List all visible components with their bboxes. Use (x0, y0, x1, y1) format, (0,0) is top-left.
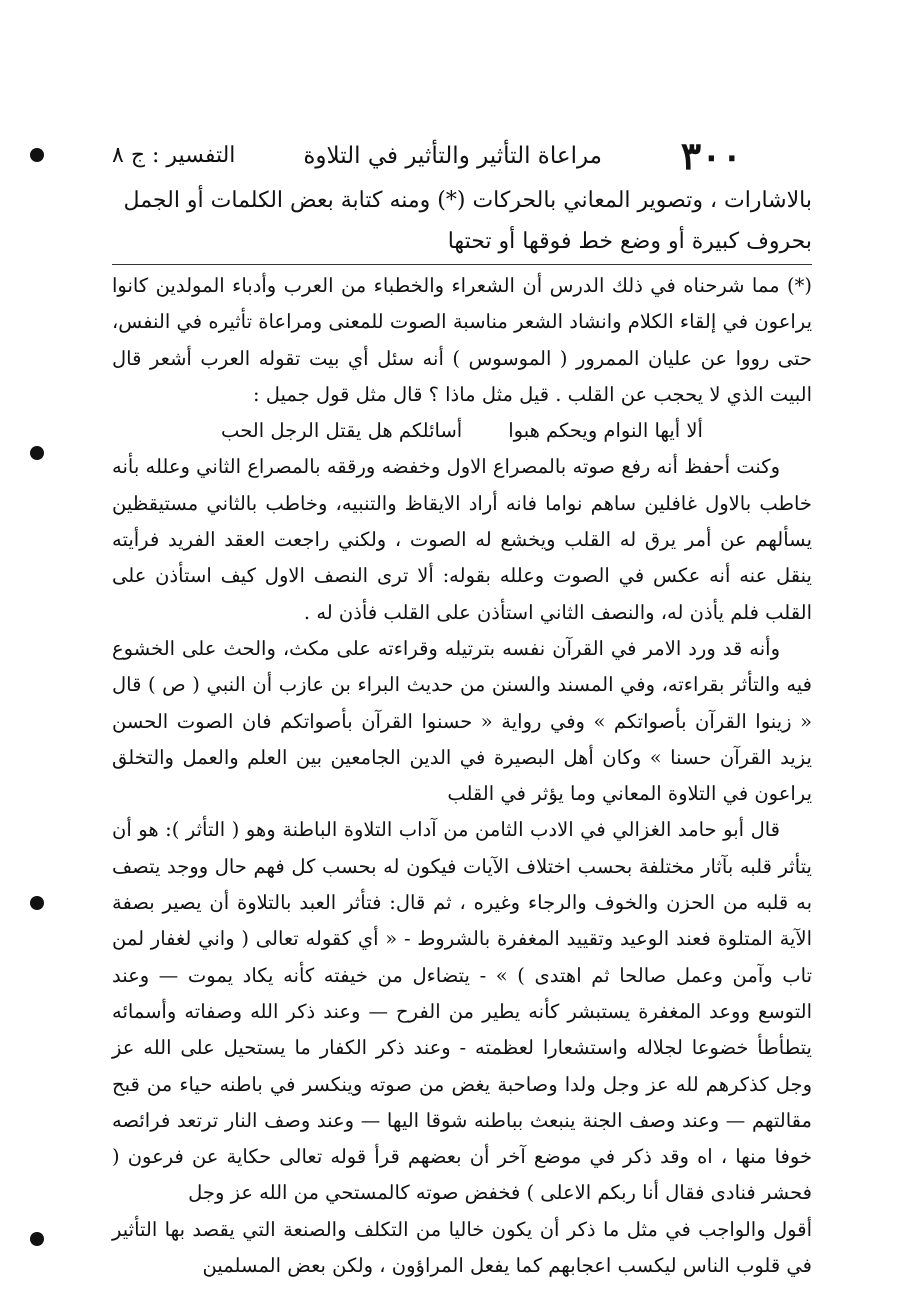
footnote-paragraph-4: قال أبو حامد الغزالي في الادب الثامن من آداب التلاوة الباطنة وهو ( التأثر ): هو أن يتأثر قلبه بآثار مختلفة بحسب اختلاف الآيات فيكون له بحسب كل فهم حال ووجد يتصف به قلبه من الحزن والخوف والرجاء وغيره ، ثم قال: فتأثر العبد بالتلاوة أن يصير بصفة الآية المتلوة فعند الوعيد وتقييد المغفرة بالشروط - « أي كقوله تعالى ( واني لغفار لمن تاب وآمن وعمل صالحا ثم اهتدى ) » - يتضاءل من خيفته كأنه يكاد يموت — وعند التوسع ووعد المغفرة يستبشر كأنه يطير من الفرح — وعند ذكر الله وصفاته وأسمائه يتطأطأ خضوعا لجلاله واستشعارا لعظمته - وعند ذكر الكفار ما يستحيل على الله عز وجل كذكرهم لله عز وجل ولدا وصاحبة يغض من صوته وينكسر في باطنه حياء من قبح مقالتهم — وعند وصف الجنة ينبعث بباطنه شوقا اليها — وعند وصف النار ترتعد فرائصه خوفا منها ، اه وقد ذكر في موضع آخر أن بعضهم قرأ قوله تعالى حكاية عن فرعون ( فحشر فنادى فقال أنا ربكم الاعلى ) فخفض صوته كالمستحي من الله عز وجل (112, 818, 812, 1205)
page-number: ٣٠٠ (680, 133, 742, 178)
main-line-1: بالاشارات ، وتصوير المعاني بالحركات (*) ومنه كتابة بعض الكلمات أو الجمل (123, 188, 812, 213)
main-text (112, 180, 812, 262)
footnote-paragraph-1: (*) مما شرحناه في ذلك الدرس أن الشعراء والخطباء من العرب وأدباء المولدين كانوا يراعون في إلقاء الكلام وانشاد الشعر مناسبة الصوت للمعنى ومراعاة تأثيره في النفس، حتى رووا عن عليان الممرور ( الموسوس ) أنه سئل أي بيت تقوله العرب أشعر قال البيت الذي لا يحجب عن القلب . قيل مثل ماذا ؟ قال مثل قول جميل : (112, 274, 812, 406)
header-title: مراعاة التأثير والتأثير في التلاوة (303, 143, 602, 169)
punch-hole-2 (30, 446, 44, 460)
main-line-2: بحروف كبيرة أو وضع خط فوقها أو تحتها (447, 229, 812, 254)
volume-label: التفسير : ج ٨ (112, 143, 236, 168)
running-header (112, 133, 742, 178)
footnote-paragraph-3: وأنه قد ورد الامر في القرآن نفسه بترتيله وقراءته على مكث، والحث على الخشوع فيه والتأثر بقراءته، وفي المسند والسنن من حديث البراء بن عازب أن النبي ( ص ) قال « زينوا القرآن بأصواتكم » وفي رواية « حسنوا القرآن بأصواتكم فان الصوت الحسن يزيد القرآن حسنا » وكان أهل البصيرة في الدين الجامعين بين العلم والعمل والتخلق يراعون في التلاوة المعاني وما يؤثر في القلب (112, 636, 812, 806)
verse-hemistich-1: ألا أيها النوام ويحكم هبوا (508, 419, 703, 443)
verse-hemistich-2: أسائلكم هل يقتل الرجل الحب (221, 419, 463, 443)
poem-verse (112, 413, 812, 449)
footnote (112, 268, 812, 1284)
punch-hole-1 (30, 148, 44, 162)
footnote-paragraph-2: وكنت أحفظ أنه رفع صوته بالمصراع الاول وخفضه ورققه بالمصراع الثاني وعلله بأنه خاطب بالاول غافلين ساهم نواما فانه أراد الايقاظ والتنبيه، وخاطب بالثاني مستيقظين يسألهم عن أمر يرق له القلب ويخشع له الصوت ، ولكني راجعت العقد الفريد فرأيته ينقل عنه أنه عكس في الصوت وعلله بقوله: ألا ترى النصف الاول كيف استأذن على القلب فلم يأذن له، والنصف الثاني استأذن على القلب فأذن له . (112, 455, 812, 624)
footnote-divider (112, 264, 812, 265)
footnote-paragraph-5: أقول والواجب في مثل ما ذكر أن يكون خاليا من التكلف والصنعة التي يقصد بها التأثير في قلوب الناس ليكسب اعجابهم كما يفعل المراؤون ، ولكن بعض المسلمين (112, 1217, 812, 1278)
punch-hole-3 (30, 896, 44, 910)
punch-hole-4 (30, 1232, 44, 1246)
